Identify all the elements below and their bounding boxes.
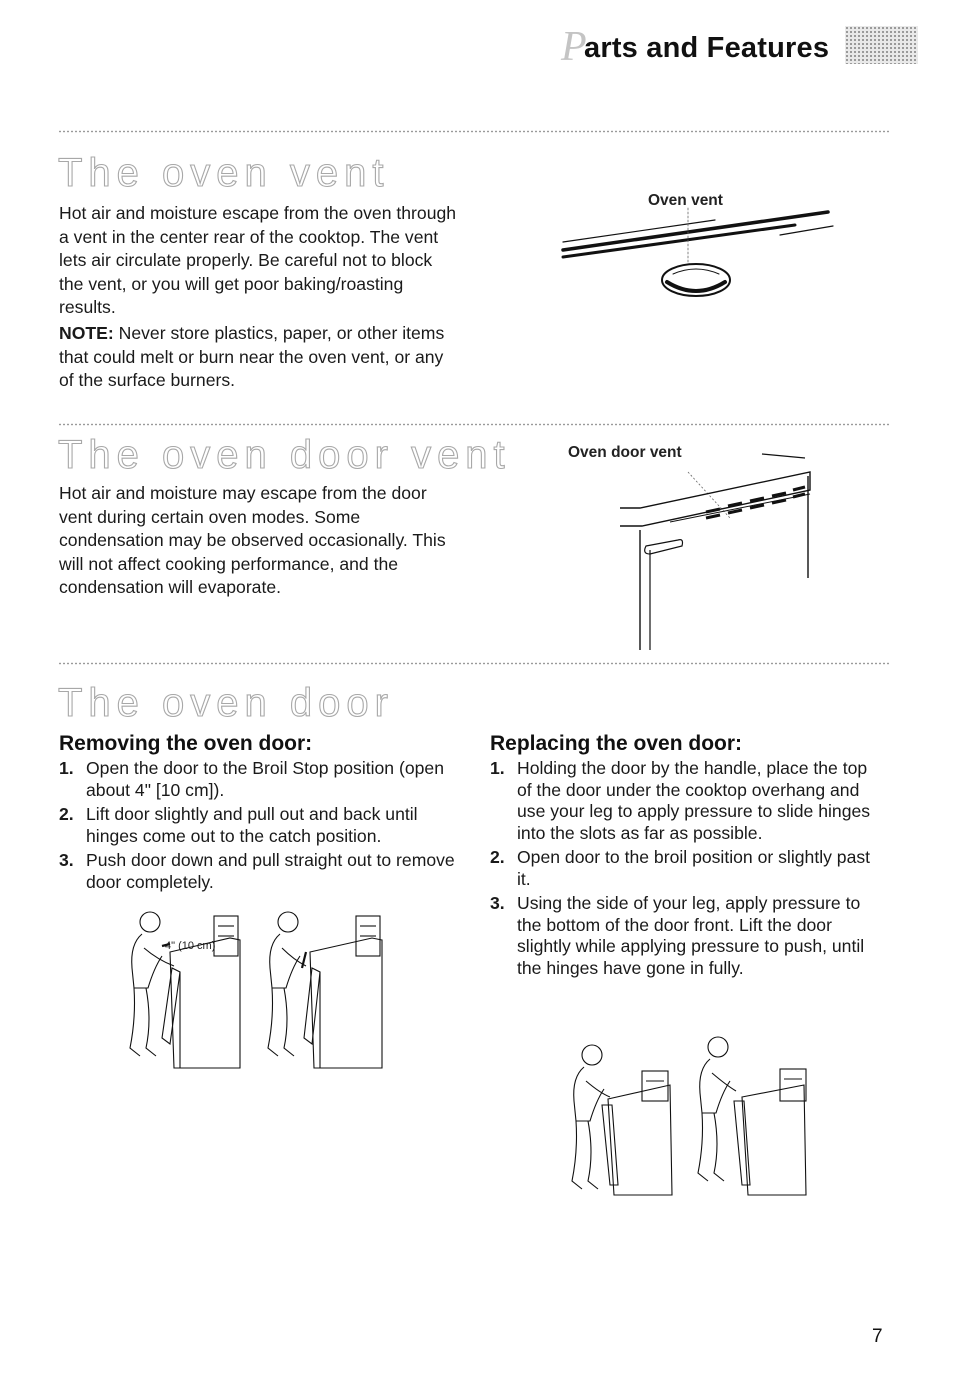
section-title-oven-door-vent: The oven door vent	[58, 433, 511, 477]
note-text: Never store plastics, paper, or other items that could melt or burn near the oven vent, or any of the surface burners.	[59, 323, 445, 391]
section-divider	[58, 423, 890, 426]
replacing-door-illustration	[560, 1035, 820, 1200]
section-divider	[58, 662, 890, 665]
replacing-heading: Replacing the oven door:	[490, 732, 743, 755]
header-decorative-block	[845, 26, 918, 64]
list-item: 1. Holding the door by the handle, place the top of the door under the cooktop overhang and use your leg to apply pressure to slide hinges into the slots as far as possible.	[490, 758, 871, 843]
removing-door-illustration	[118, 908, 390, 1073]
replacing-steps	[490, 758, 885, 982]
note-label: NOTE:	[59, 323, 114, 343]
oven-door-vent-figure-label: Oven door vent	[568, 444, 682, 461]
list-item: 2. Lift door slightly and pull out and back until hinges come out to the catch position.	[59, 804, 418, 846]
oven-vent-description: Hot air and moisture escape from the oven through a vent in the center rear of the cooktop. The vent lets air circulate properly. Be careful not to block the vent, or you will get poor baking/roasting results.	[59, 203, 457, 318]
door-open-measurement-label: 4" (10 cm)	[165, 940, 216, 952]
list-item: 3. Push door down and pull straight out to remove door completely.	[59, 850, 455, 892]
header-title-initial: P	[561, 24, 587, 70]
section-divider	[58, 130, 890, 133]
list-item: 3. Using the side of your leg, apply pressure to the bottom of the door front. Lift the door slightly while applying pressure to push, until the hinges have gone in fully.	[490, 893, 865, 978]
oven-vent-illustration	[555, 200, 845, 305]
list-item: 2. Open door to the broil position or slightly past it.	[490, 847, 871, 889]
oven-vent-figure-label: Oven vent	[648, 192, 723, 209]
removing-steps	[59, 758, 459, 896]
page-number: 7	[872, 1326, 883, 1347]
section-title-oven-door: The oven door	[58, 681, 394, 725]
section-title-oven-vent: The oven vent	[58, 151, 390, 195]
oven-door-vent-description: Hot air and moisture may escape from the door vent during certain oven modes. Some condensation may be observed occasionally. This will not affect cooking performance, and the condensation will evaporate.	[59, 483, 446, 598]
oven-door-vent-illustration	[610, 450, 825, 655]
header-title: arts and Features	[584, 32, 830, 64]
removing-heading: Removing the oven door:	[59, 732, 313, 755]
list-item: 1. Open the door to the Broil Stop position (open about 4" [10 cm]).	[59, 758, 444, 800]
oven-vent-note	[59, 322, 459, 393]
